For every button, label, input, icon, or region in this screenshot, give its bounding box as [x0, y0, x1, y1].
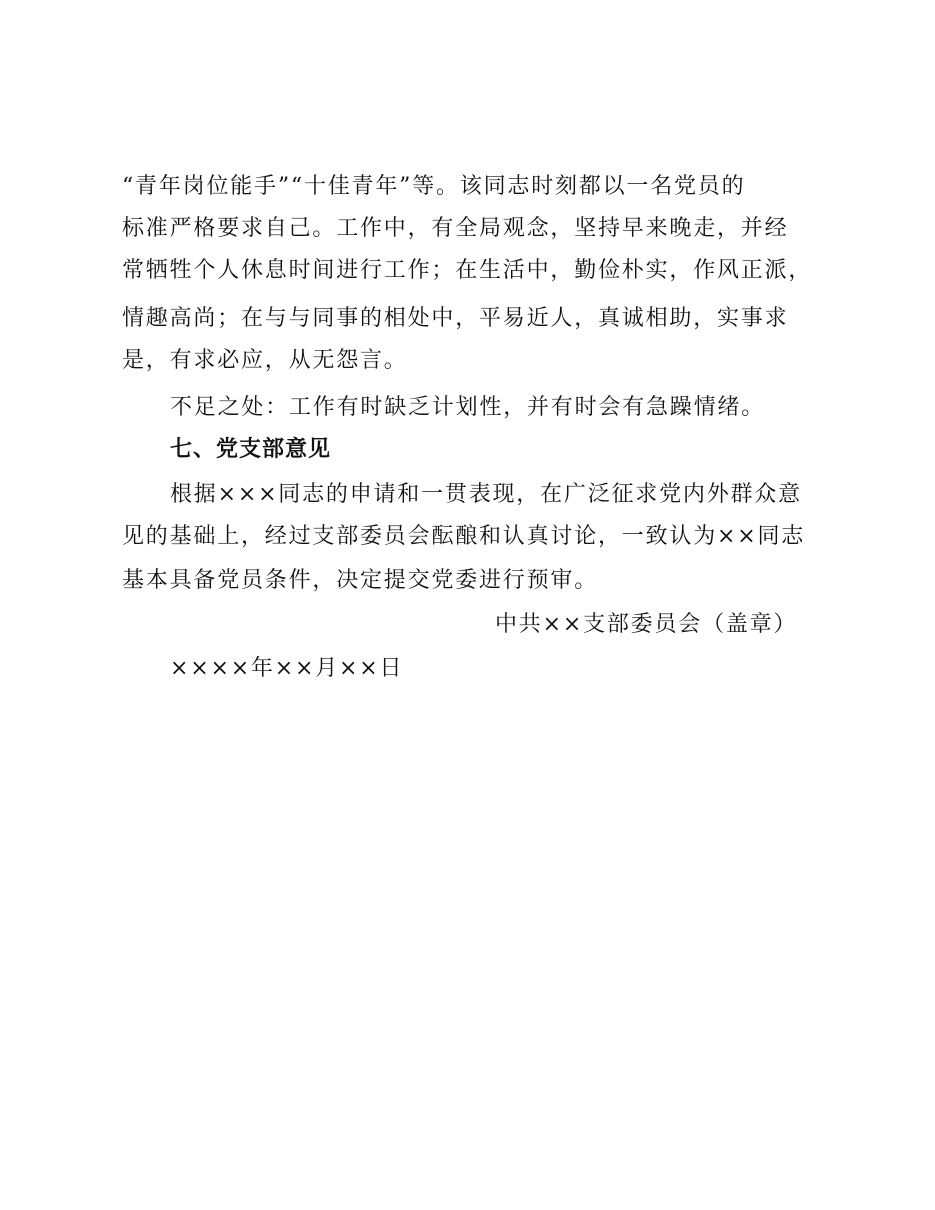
paragraph-line: 标准严格要求自己。工作中，有全局观念，坚持早来晚走，并经 [122, 216, 789, 241]
paragraph-line: 常牺牲个人休息时间进行工作；在生活中，勤俭朴实，作风正派， [122, 258, 813, 283]
signature-line: 中共××支部委员会（盖章） [495, 612, 798, 637]
paragraph-line: 情趣高尚；在与与同事的相处中，平易近人，真诚相助，实事求 [122, 306, 789, 331]
paragraph-line: “青年岗位能手”“十佳青年”等。该同志时刻都以一名党员的 [122, 174, 746, 199]
paragraph-line: 根据×××同志的申请和一贯表现，在广泛征求党内外群众意 [170, 482, 802, 507]
paragraph-line: 是，有求必应，从无怨言。 [122, 348, 408, 373]
paragraph-line: 基本具备党员条件，决定提交党委进行预审。 [122, 568, 599, 593]
section-heading: 七、党支部意见 [170, 437, 332, 462]
shortcomings-text: 不足之处：工作有时缺乏计划性，并有时会有急躁情绪。 [170, 395, 766, 420]
date-line: ××××年××月××日 [170, 656, 404, 681]
paragraph-line: 见的基础上，经过支部委员会酝酿和认真讨论，一致认为××同志 [122, 524, 806, 549]
